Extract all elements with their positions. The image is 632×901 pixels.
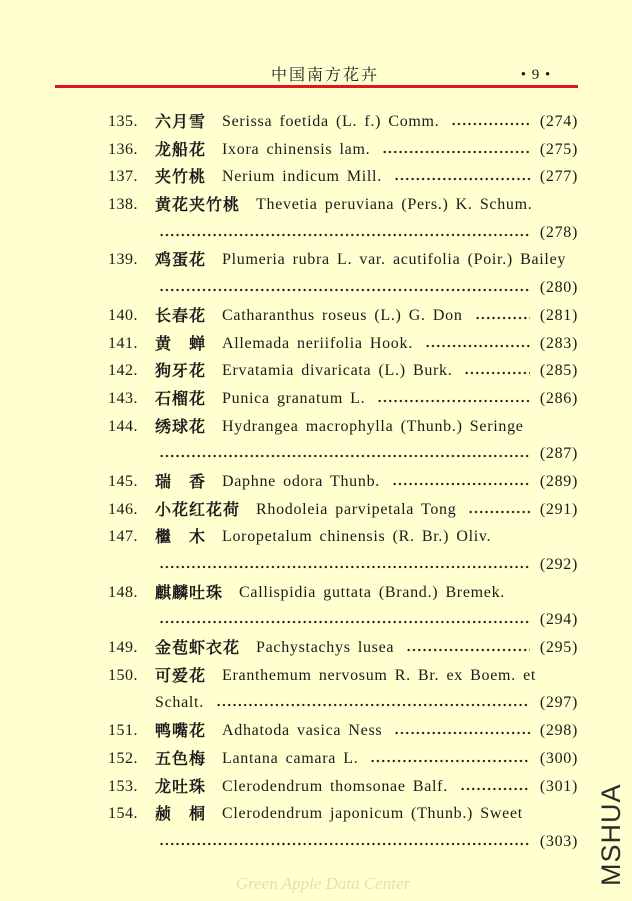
toc-entry bbox=[108, 468, 578, 496]
entry-line bbox=[108, 163, 578, 191]
entry-continuation-line bbox=[108, 606, 578, 634]
entry-leader-dots bbox=[451, 108, 529, 136]
entry-continuation-line bbox=[108, 274, 578, 302]
entry-latin-name: Callispidia guttata (Brand.) Bremek. bbox=[239, 583, 505, 601]
entry-page-number: (280) bbox=[539, 279, 578, 297]
entry-line bbox=[108, 579, 578, 607]
entry-latin-name: Catharanthus roseus (L.) G. Don bbox=[222, 306, 463, 324]
toc-entry bbox=[108, 136, 578, 164]
entry-page-number: (286) bbox=[539, 389, 578, 407]
entry-chinese-name: 黄花夹竹桃 bbox=[155, 195, 241, 215]
entry-number: 151. bbox=[108, 722, 138, 740]
entry-line bbox=[108, 523, 578, 551]
entry-chinese-name: 小花红花荷 bbox=[155, 499, 241, 519]
entry-leader-dots bbox=[159, 828, 530, 856]
entry-page-number: (277) bbox=[539, 168, 578, 186]
entry-page-number: (294) bbox=[539, 611, 578, 629]
entry-chinese-name: 狗牙花 bbox=[155, 361, 207, 381]
entry-page-number: (287) bbox=[539, 445, 578, 463]
toc-entry bbox=[108, 330, 578, 358]
entry-chinese-name: 绣球花 bbox=[155, 416, 207, 436]
entry-chinese-name: 鸡蛋花 bbox=[155, 250, 207, 270]
entry-number: 149. bbox=[108, 639, 138, 657]
toc-entry bbox=[108, 357, 578, 385]
entry-page-number: (292) bbox=[539, 556, 578, 573]
entry-line bbox=[108, 773, 578, 801]
entry-continuation-line bbox=[108, 689, 578, 717]
entry-leader-dots bbox=[159, 440, 530, 468]
toc-entry bbox=[108, 108, 578, 136]
entry-page-number: (278) bbox=[539, 223, 578, 241]
entry-latin-name: Adhatoda vasica Ness bbox=[222, 722, 383, 740]
entry-leader-dots bbox=[370, 745, 529, 773]
toc-entry bbox=[108, 717, 578, 745]
entry-latin-name: Daphne odora Thunb. bbox=[222, 472, 380, 490]
entry-chinese-name: 金苞虾衣花 bbox=[155, 638, 241, 658]
entry-number: 138. bbox=[108, 196, 138, 214]
entry-latin-name: Eranthemum nervosum R. Br. ex Boem. et bbox=[222, 666, 537, 684]
entry-leader-dots bbox=[425, 330, 530, 358]
entry-number: 146. bbox=[108, 500, 138, 518]
side-watermark: MSHUA bbox=[596, 783, 626, 886]
toc-entry bbox=[108, 496, 578, 524]
entry-page-number: (275) bbox=[539, 140, 578, 158]
entry-latin-name: Ervatamia divaricata (L.) Burk. bbox=[222, 362, 453, 380]
entry-latin-name: Punica granatum L. bbox=[222, 389, 366, 407]
entry-line bbox=[108, 191, 578, 219]
entry-latin-name: Plumeria rubra L. var. acutifolia (Poir.) Bailey bbox=[222, 251, 567, 269]
entry-number: 150. bbox=[108, 666, 138, 684]
entry-latin-name: Rhodoleia parvipetala Tong bbox=[256, 500, 457, 518]
entry-leader-dots bbox=[377, 385, 529, 413]
toc-entry bbox=[108, 634, 578, 662]
entry-page-number: (297) bbox=[539, 694, 578, 712]
entry-number: 137. bbox=[108, 168, 138, 186]
entry-chinese-name: 黄 蝉 bbox=[155, 333, 206, 353]
entry-number: 143. bbox=[108, 389, 138, 407]
entry-number: 145. bbox=[108, 472, 138, 490]
entry-line bbox=[108, 108, 578, 136]
entry-page-number: (303) bbox=[539, 832, 578, 850]
entry-leader-dots bbox=[394, 717, 530, 745]
entry-line bbox=[108, 385, 578, 413]
entry-page-number: (281) bbox=[539, 306, 578, 324]
entry-leader-dots bbox=[460, 773, 530, 801]
entry-line bbox=[108, 634, 578, 662]
entry-leader-dots bbox=[464, 357, 529, 385]
entry-leader-dots bbox=[468, 496, 529, 524]
entry-latin-name: Nerium indicum Mill. bbox=[222, 168, 382, 186]
entry-latin-name: Lantana camara L. bbox=[222, 749, 359, 767]
entry-latin-name: Clerodendrum japonicum (Thunb.) Sweet bbox=[222, 805, 523, 823]
toc-entry bbox=[108, 773, 578, 801]
toc-entry bbox=[108, 163, 578, 191]
entry-line bbox=[108, 246, 578, 274]
entry-chinese-name: 麒麟吐珠 bbox=[155, 582, 224, 602]
entry-leader-dots bbox=[406, 634, 530, 662]
entry-chinese-name: 五色梅 bbox=[155, 748, 207, 768]
toc-entry bbox=[108, 302, 578, 330]
entry-continuation-line bbox=[108, 551, 578, 579]
entry-chinese-name: 檵 木 bbox=[155, 527, 206, 547]
watermark-text: Green Apple Data Center bbox=[235, 874, 411, 893]
entry-latin-name: Ixora chinensis lam. bbox=[222, 140, 371, 158]
entry-line bbox=[108, 136, 578, 164]
entry-chinese-name: 龙船花 bbox=[155, 139, 207, 159]
entry-page-number: (298) bbox=[539, 722, 578, 740]
header-rule bbox=[55, 85, 578, 88]
page-number: • 9 • bbox=[520, 67, 552, 83]
entry-leader-dots bbox=[159, 551, 530, 579]
entry-page-number: (274) bbox=[539, 113, 578, 130]
entry-page-number: (301) bbox=[539, 777, 578, 795]
entry-chinese-name: 长春花 bbox=[155, 305, 207, 325]
entry-line bbox=[108, 745, 578, 773]
toc-entry bbox=[108, 800, 578, 855]
toc-entry bbox=[108, 662, 578, 717]
entry-number: 154. bbox=[108, 805, 138, 823]
toc-entry bbox=[108, 413, 578, 468]
entry-latin-name: Clerodendrum thomsonae Balf. bbox=[222, 777, 448, 795]
table-of-contents bbox=[108, 108, 578, 856]
entry-chinese-name: 夹竹桃 bbox=[155, 167, 207, 187]
entry-number: 147. bbox=[108, 528, 138, 546]
entry-leader-dots bbox=[475, 302, 530, 330]
entry-line bbox=[108, 717, 578, 745]
entry-number: 144. bbox=[108, 417, 138, 435]
entry-leader-dots bbox=[159, 606, 530, 634]
entry-leader-dots bbox=[216, 689, 530, 717]
entry-page-number: (295) bbox=[539, 639, 578, 657]
entry-chinese-name: 可爱花 bbox=[155, 665, 207, 685]
entry-continuation-line bbox=[108, 828, 578, 856]
entry-line bbox=[108, 800, 578, 828]
toc-entry bbox=[108, 385, 578, 413]
entry-latin-name: Pachystachys lusea bbox=[256, 639, 395, 657]
entry-leader-dots bbox=[159, 274, 530, 302]
entry-number: 148. bbox=[108, 583, 138, 601]
entry-latin-name: Hydrangea macrophylla (Thunb.) Seringe bbox=[222, 417, 524, 435]
entry-page-number: (291) bbox=[539, 500, 578, 518]
entry-chinese-name: 石榴花 bbox=[155, 388, 207, 408]
running-header-title: 中国南方花卉 bbox=[270, 65, 379, 84]
entry-leader-dots bbox=[159, 219, 530, 247]
entry-chinese-name: 龙吐珠 bbox=[155, 776, 207, 796]
toc-entry bbox=[108, 745, 578, 773]
toc-entry bbox=[108, 246, 578, 301]
entry-page-number: (300) bbox=[539, 749, 578, 767]
entry-line bbox=[108, 662, 578, 690]
entry-line bbox=[108, 357, 578, 385]
entry-number: 142. bbox=[108, 362, 138, 380]
entry-number: 140. bbox=[108, 306, 138, 324]
entry-latin-name: Allemada neriifolia Hook. bbox=[222, 334, 413, 352]
toc-entry bbox=[108, 579, 578, 634]
entry-leader-dots bbox=[392, 468, 530, 496]
entry-continuation-line bbox=[108, 440, 578, 468]
entry-latin-name: Thevetia peruviana (Pers.) K. Schum. bbox=[256, 196, 533, 214]
entry-chinese-name: 六月雪 bbox=[155, 112, 207, 131]
entry-number: 135. bbox=[108, 113, 138, 130]
entry-number: 152. bbox=[108, 749, 138, 767]
entry-latin-name: Serissa foetida (L. f.) Comm. bbox=[222, 113, 440, 130]
entry-page-number: (283) bbox=[539, 334, 578, 352]
entry-line bbox=[108, 496, 578, 524]
entry-line bbox=[108, 468, 578, 496]
entry-number: 139. bbox=[108, 251, 138, 269]
entry-chinese-name: 瑞 香 bbox=[155, 471, 206, 491]
entry-number: 141. bbox=[108, 334, 138, 352]
entry-chinese-name: 赪 桐 bbox=[155, 804, 206, 824]
entry-line bbox=[108, 413, 578, 441]
toc-entry bbox=[108, 523, 578, 578]
entry-latin-name: Loropetalum chinensis (R. Br.) Oliv. bbox=[222, 528, 492, 546]
entry-line bbox=[108, 330, 578, 358]
entry-number: 136. bbox=[108, 140, 138, 158]
toc-entry bbox=[108, 191, 578, 246]
entry-page-number: (285) bbox=[539, 362, 578, 380]
entry-chinese-name: 鸭嘴花 bbox=[155, 721, 207, 741]
entry-latin-continuation: Schalt. bbox=[155, 694, 204, 712]
entry-line bbox=[108, 302, 578, 330]
entry-leader-dots bbox=[382, 136, 530, 164]
entry-continuation-line bbox=[108, 219, 578, 247]
entry-number: 153. bbox=[108, 777, 138, 795]
entry-leader-dots bbox=[394, 163, 530, 191]
entry-page-number: (289) bbox=[539, 472, 578, 490]
